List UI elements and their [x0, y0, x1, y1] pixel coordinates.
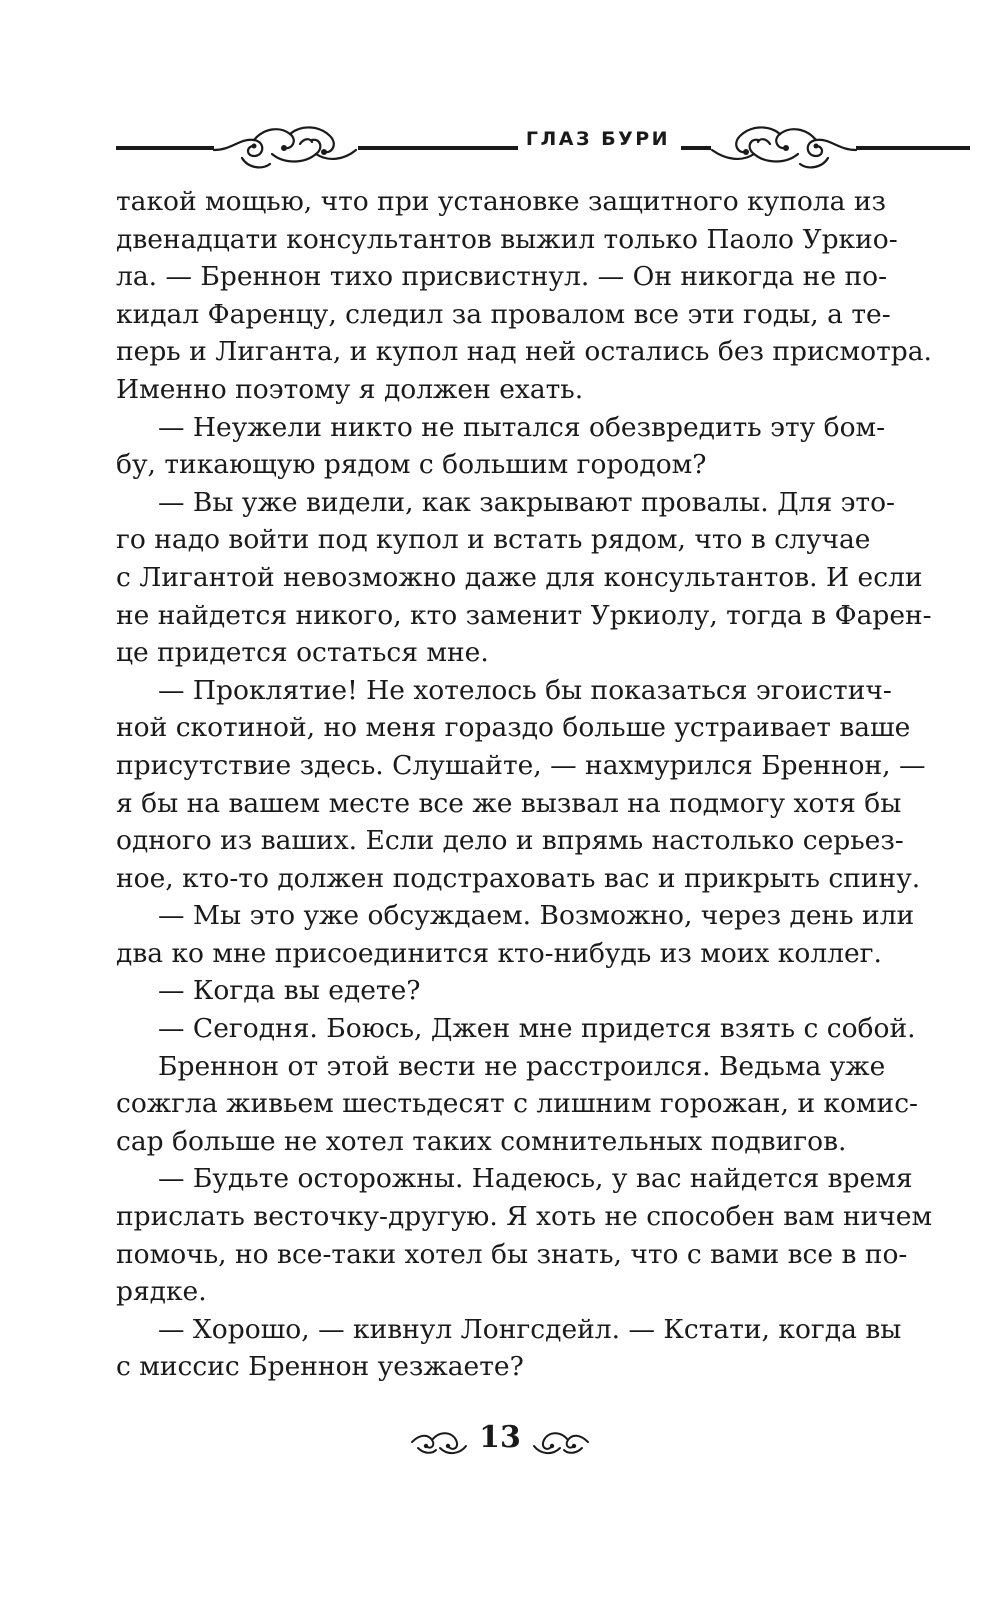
page-number: 13: [479, 1420, 521, 1455]
running-header: [116, 118, 856, 178]
text-line: я бы на вашем месте все же вызвал на подмогу хотя бы: [116, 787, 902, 819]
text-line: кидал Фаренцу, следил за провалом все эти годы, а те-: [116, 298, 891, 330]
header-rule-mid-left: [358, 146, 518, 150]
text-line: — Хорошо, — кивнул Лонгсдейл. — Кстати, когда вы: [158, 1313, 902, 1345]
text-line: це придется остаться мне.: [116, 637, 489, 669]
text-line: Именно поэтому я должен ехать.: [116, 373, 584, 405]
flourish-right-icon: [708, 120, 858, 176]
text-line: — Неужели никто не пытался обезвредить эту бом-: [158, 411, 886, 443]
text-line: присутствие здесь. Слушайте, — нахмурился Бреннон, —: [116, 749, 926, 781]
text-line: сожгла живьем шестьдесят с лишним горожан, и комис-: [116, 1088, 918, 1120]
body-text: [116, 183, 933, 1386]
text-line: бу, тикающую рядом с большим городом?: [116, 449, 707, 481]
text-line: — Мы это уже обсуждаем. Возможно, через день или: [158, 900, 915, 932]
footer-flourish-left-icon: [410, 1424, 468, 1458]
text-line: одного из ваших. Если дело и впрямь настолько серьез-: [116, 825, 904, 857]
footer-flourish-right-icon: [532, 1424, 590, 1458]
text-line: не найдется никого, кто заменит Уркиолу, тогда в Фарен-: [116, 599, 932, 631]
page-footer: [380, 1420, 620, 1464]
text-line: с миссис Бреннон уезжаете?: [116, 1351, 524, 1383]
text-line: го надо войти под купол и встать рядом, что в случае: [116, 524, 871, 556]
text-line: два ко мне присоединится кто-нибудь из моих коллег.: [116, 937, 882, 969]
text-line: сар больше не хотел таких сомнительных подвигов.: [116, 1125, 847, 1157]
header-rule-right: [856, 146, 970, 150]
text-line: перь и Лиганта, и купол над ней остались без присмотра.: [116, 336, 932, 368]
text-line: с Лигантой невозможно даже для консультантов. И если: [116, 561, 923, 593]
flourish-left-icon: [212, 120, 358, 176]
text-line: помочь, но все-таки хотел бы знать, что с вами все в по-: [116, 1238, 908, 1270]
header-rule-mid-right: [681, 146, 711, 150]
text-line: ное, кто-то должен подстраховать вас и прикрыть спину.: [116, 862, 921, 894]
text-line: ла. — Бреннон тихо присвистнул. — Он никогда не по-: [116, 261, 888, 293]
text-line: Бреннон от этой вести не расстроился. Ведьма уже: [158, 1050, 886, 1082]
text-line: ной скотиной, но меня гораздо больше устраивает ваше: [116, 712, 911, 744]
text-line: — Когда вы едете?: [158, 975, 421, 1007]
text-line: двенадцати консультантов выжил только Паоло Уркио-: [116, 223, 898, 255]
text-line: — Вы уже видели, как закрывают провалы. Для это-: [158, 486, 896, 518]
text-line: прислать весточку-другую. Я хоть не способен вам ничем: [116, 1201, 933, 1233]
header-rule-left: [116, 146, 214, 150]
text-line: — Сегодня. Боюсь, Джен мне придется взять с собой.: [158, 1013, 916, 1045]
running-head-title: ГЛАЗ БУРИ: [525, 128, 671, 150]
text-line: такой мощью, что при установке защитного купола из: [116, 186, 887, 217]
text-line: — Проклятие! Не хотелось бы показаться эгоистич-: [158, 674, 892, 706]
text-line: рядке.: [116, 1276, 207, 1308]
text-line: — Будьте осторожны. Надеюсь, у вас найдется время: [158, 1163, 913, 1195]
